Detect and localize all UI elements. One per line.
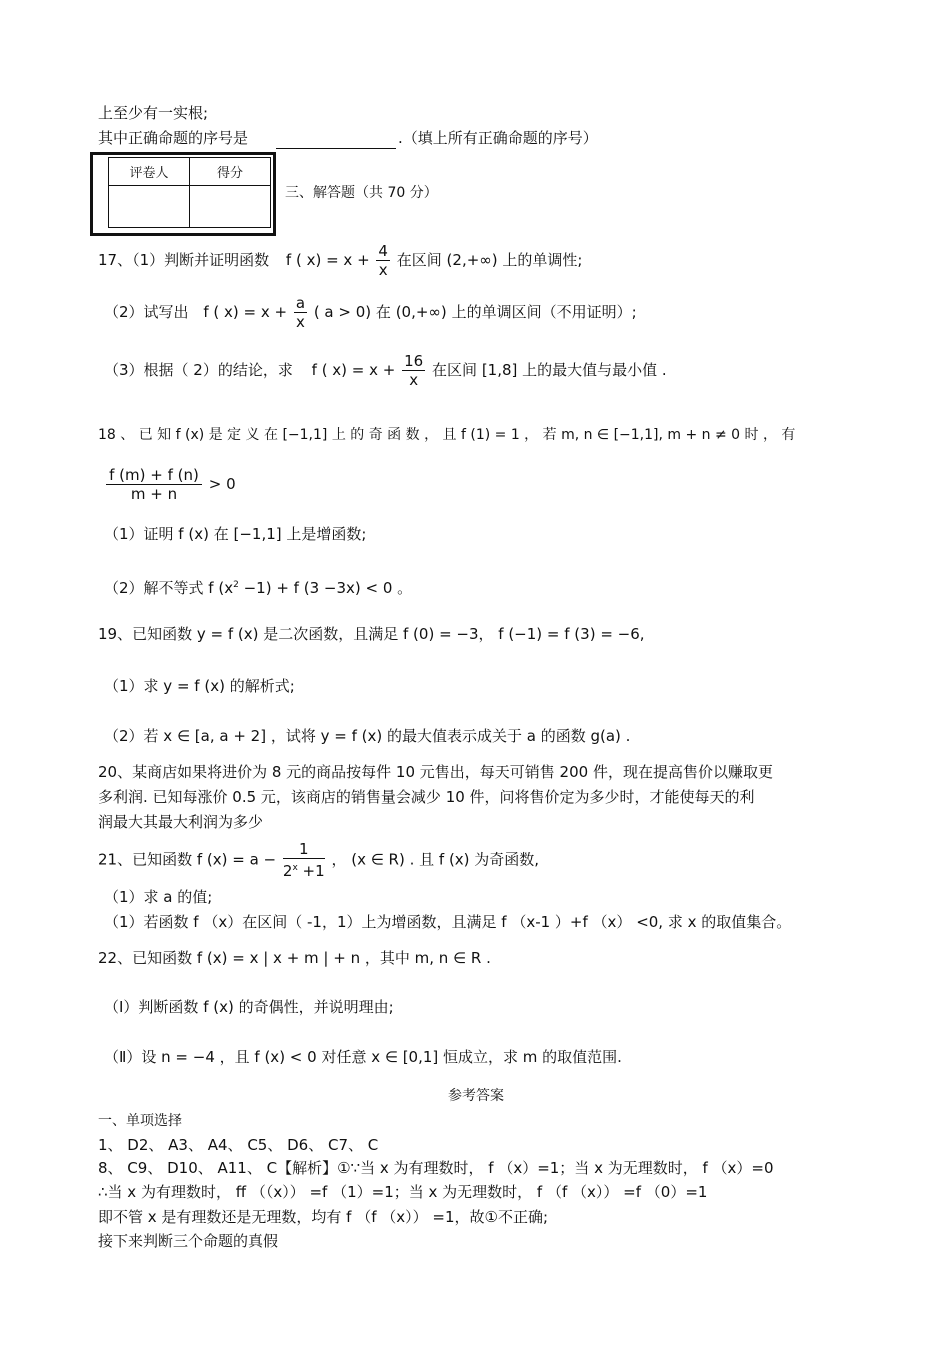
q17-p1-tail: 上的单调性;	[502, 251, 583, 269]
answers-line5: 接下来判断三个命题的真假	[98, 1232, 279, 1250]
q17-p1-den: x	[378, 261, 388, 279]
q17-p1-func: f ( x) = x +	[285, 251, 370, 269]
q17-p3-func: f ( x) = x +	[311, 361, 396, 379]
q21-part1: （1）求 a 的值;	[104, 888, 213, 906]
fill-blank-hint: .（填上所有正确命题的序号）	[398, 129, 598, 147]
answers-section: 一、单项选择	[98, 1113, 182, 1129]
q19-stem: 19、已知函数 y = f (x) 是二次函数，且满足 f (0) = −3， f (−1) = f (3) = −6,	[98, 625, 645, 643]
answers-line1: 1、 D2、 A3、 A4、 C5、 D6、 C7、 C	[98, 1136, 379, 1154]
answers-line4: 即不管 x 是有理数还是无理数，均有 f （f （x）） =1，故①不正确;	[98, 1208, 549, 1226]
q17-p2-interval: (0,+∞)	[395, 303, 447, 321]
q17-p2-label: （2）试写出	[104, 303, 189, 321]
q18-frac-tail: > 0	[208, 475, 236, 493]
q17-p2-tail: 上的单调区间（不用证明）;	[451, 303, 637, 321]
q17-part3	[104, 352, 667, 389]
q19-part1: （1）求 y = f (x) 的解析式;	[104, 677, 295, 695]
q18-num: f (m) + f (n)	[106, 466, 202, 485]
q17-p1-text: 在区间	[396, 251, 442, 269]
q21-den-exp: x	[292, 863, 298, 873]
q20-line1: 20、某商店如果将进价为 8 元的商品按每件 10 元售出，每天可销售 200 件，现在提高售价以赚取更	[98, 763, 773, 781]
q21-den-tail: +1	[297, 862, 325, 880]
score-table	[108, 157, 271, 228]
q19-part2: （2）若 x ∈ [a, a + 2] ，试将 y = f (x) 的最大值表示成关于 a 的函数 g(a) .	[104, 727, 631, 745]
q17-p1-fraction	[376, 242, 390, 279]
q17-p2-den: x	[295, 313, 305, 331]
q21-part2: （1）若函数 f （x）在区间（ -1，1）上为增函数，且满足 f （x-1 ）+f （x） <0, 求 x 的取值集合。	[104, 913, 792, 931]
q17-p1-num: 4	[378, 242, 388, 260]
grader-cell[interactable]	[109, 186, 190, 228]
q17-p2-cond: ( a > 0)	[313, 303, 372, 321]
q17-p2-fraction	[294, 294, 307, 331]
q18-stem: 18 、 已 知 f (x) 是 定 义 在 [−1,1] 上 的 奇 函 数 ， 且 f (1) = 1 ， 若 m, n ∈ [−1,1], m + n ≠ 0 时 ， 有	[98, 427, 796, 443]
q17-p3-fraction	[402, 352, 425, 389]
q18-den: m + n	[130, 485, 178, 503]
answers-line3: ∴当 x 为有理数时， ff （（x）） =f （1）=1；当 x 为无理数时， f （f （x）） =f （0）=1	[98, 1183, 708, 1201]
q21-fraction	[283, 840, 325, 880]
q20-line3: 润最大其最大利润为多少	[98, 813, 264, 831]
q18-part2	[104, 576, 412, 597]
q21-stem	[98, 840, 539, 880]
grader-header: 评卷人	[109, 158, 190, 186]
q17-p1-interval: (2,+∞)	[446, 251, 498, 269]
q18-fraction	[106, 466, 202, 503]
q20-line2: 多利润. 已知每涨价 0.5 元，该商店的销售量会减少 10 件，问将售价定为多少时，才能使每天的利	[98, 788, 755, 806]
q22-stem: 22、已知函数 f (x) = x | x + m | + n ，其中 m, n ∈ R .	[98, 949, 491, 967]
q17-part2	[104, 294, 637, 331]
q22-part2: （Ⅱ）设 n = −4 ，且 f (x) < 0 对任意 x ∈ [0,1] 恒成立，求 m 的取值范围.	[104, 1048, 622, 1066]
score-header: 得分	[190, 158, 271, 186]
q17-part1	[98, 242, 582, 279]
q17-p3-interval: [1,8]	[481, 361, 518, 379]
q17-p2-num: a	[295, 294, 306, 312]
q17-p1-label: 17、（1）判断并证明函数	[98, 251, 270, 269]
section-title: 三、解答题（共 70 分）	[285, 185, 438, 201]
answers-title: 参考答案	[448, 1088, 504, 1104]
q21-stem-b: ， (x ∈ R) . 且 f (x) 为奇函数,	[331, 850, 540, 869]
answer-blank[interactable]	[276, 148, 396, 149]
q17-p3-label: （3）根据（ 2）的结论，求	[104, 361, 293, 379]
q17-p2-text: 在	[375, 303, 391, 321]
q21-den-base: 2	[282, 862, 293, 880]
answers-line2: 8、 C9、 D10、 A11、 C【解析】①∵当 x 为有理数时， f （x）=1；当 x 为无理数时， f （x）=0	[98, 1159, 774, 1177]
fill-blank-prompt: 其中正确命题的序号是	[98, 129, 249, 147]
q17-p3-text: 在区间	[432, 361, 478, 379]
q21-den	[283, 859, 325, 880]
q21-num: 1	[283, 840, 325, 859]
q18-condition	[104, 466, 236, 503]
score-cell[interactable]	[190, 186, 271, 228]
q17-p2-func: f ( x) = x +	[203, 303, 288, 321]
q18-part1: （1）证明 f (x) 在 [−1,1] 上是增函数;	[104, 525, 367, 543]
q18-p2-b: −1) + f (3 −3x) < 0 。	[238, 579, 413, 597]
q18-p2-sup: 2	[233, 580, 239, 590]
q17-p3-den: x	[409, 371, 419, 389]
q17-p3-tail: 上的最大值与最小值 .	[522, 361, 667, 379]
q17-p3-num: 16	[404, 352, 424, 370]
q21-stem-a: 21、已知函数 f (x) = a −	[98, 850, 277, 869]
text-line-root-claim: 上至少有一实根;	[98, 104, 209, 122]
q18-p2-a: （2）解不等式 f (x	[104, 579, 234, 597]
q22-part1: （Ⅰ）判断函数 f (x) 的奇偶性，并说明理由;	[104, 998, 394, 1016]
